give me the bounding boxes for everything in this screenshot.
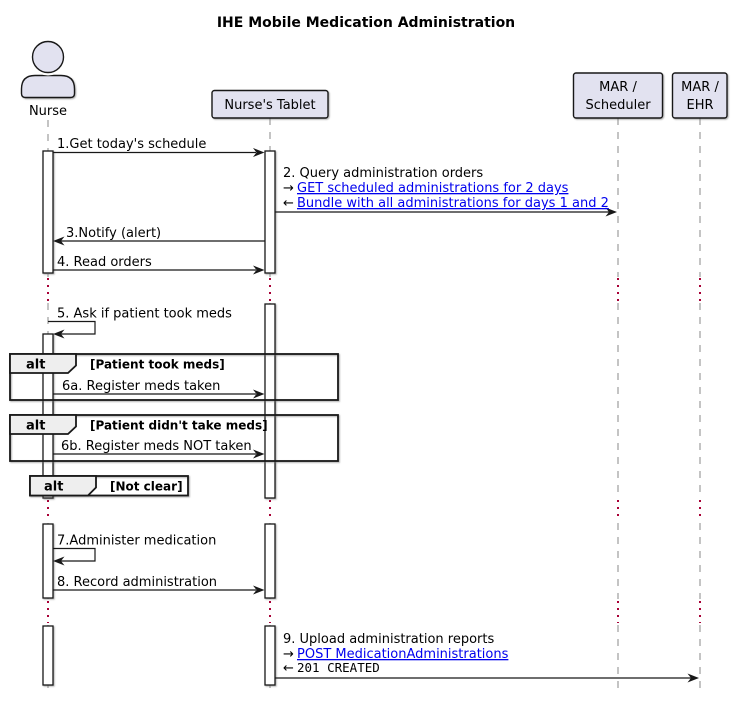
alt-condition: [Not clear]	[110, 479, 183, 494]
alt-frame-not-clear	[30, 476, 188, 496]
message-1-label: 1.Get today's schedule	[57, 137, 207, 152]
alt-condition: [Patient didn't take meds]	[90, 418, 268, 433]
participant-mar-ehr-label-line2: EHR	[686, 98, 714, 113]
participant-nurses-tablet	[212, 91, 328, 119]
link-post-medicationadministrations[interactable]: POST MedicationAdministrations	[297, 647, 509, 662]
message-7-self-arrow	[53, 549, 95, 566]
alt-condition: [Patient took meds]	[90, 357, 225, 372]
request-arrow-glyph: →	[283, 647, 294, 662]
alt-keyword: alt	[44, 479, 64, 495]
message-8-label: 8. Record administration	[57, 575, 218, 590]
message-5-self-arrow	[48, 322, 95, 339]
message-6b-label: 6b. Register meds NOT taken	[61, 439, 252, 454]
alt-keyword: alt	[26, 418, 46, 434]
participant-mar-scheduler	[574, 73, 663, 118]
actor-nurse-label: Nurse	[28, 104, 68, 119]
participant-mar-ehr	[673, 73, 728, 118]
link-bundle-with-all-administrations[interactable]: Bundle with all administrations for days 1 and 2	[297, 196, 609, 211]
alt-keyword: alt	[26, 357, 46, 373]
message-4-label: 4. Read orders	[57, 255, 152, 270]
message-6a-label: 6a. Register meds taken	[62, 379, 221, 394]
message-5-label: 5. Ask if patient took meds	[57, 306, 232, 322]
message-3-label: 3.Notify (alert)	[66, 226, 162, 241]
participant-mar-scheduler-label-line1: MAR /	[599, 80, 637, 95]
diagram-title: IHE Mobile Medication Administration	[216, 15, 516, 31]
response-arrow-glyph: ←	[283, 196, 294, 211]
link-get-scheduled-administrations[interactable]: GET scheduled administrations for 2 days	[297, 181, 569, 196]
actor-head-shape	[33, 42, 64, 73]
message-9-response-code: 201 CREATED	[297, 660, 380, 675]
participant-mar-ehr-label-line1: MAR /	[681, 80, 719, 95]
request-arrow-glyph: →	[283, 181, 294, 196]
message-7-label: 7.Administer medication	[57, 533, 217, 549]
response-arrow-glyph: ←	[283, 661, 294, 676]
participant-mar-scheduler-label-line2: Scheduler	[585, 98, 651, 113]
actor-body-shape	[22, 76, 75, 98]
message-2-label: 2. Query administration orders	[283, 166, 484, 181]
participant-nurses-tablet-label: Nurse's Tablet	[224, 98, 316, 113]
actor-nurse-icon	[22, 39, 75, 98]
message-9-label: 9. Upload administration reports	[283, 632, 495, 647]
